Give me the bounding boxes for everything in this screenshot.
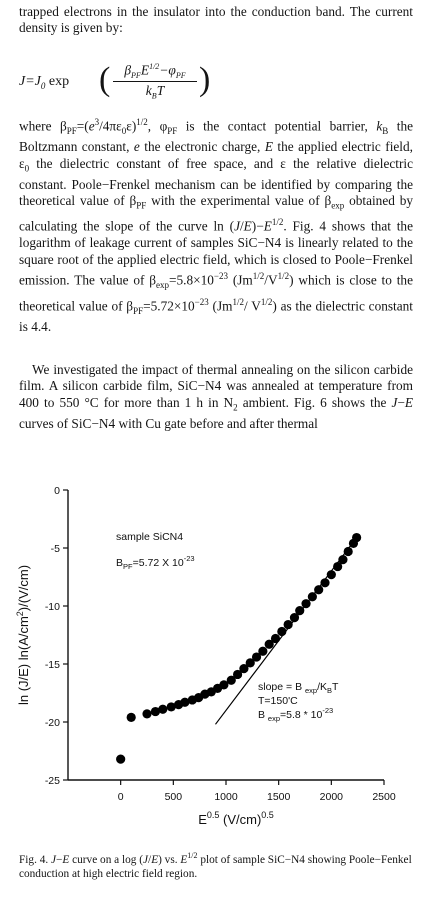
fraction-bar [113,81,197,82]
x-axis-label: $E^{0.5}$ $(V/cm)^{0.5}$ [198,810,274,827]
paragraph-2: We investigated the impact of thermal annealing on the silicon carbide film. A silicon carbide film, SiC−N4 was annealed at temperature from 400 to 550 °C for more than 1 h in $N_2$ ambient. Fig. 6 shows the J−E curves of SiC−N4 with Cu gate before and after thermal [19,362,414,431]
chart-labels [15,531,339,827]
x-tick-label: 1000 [214,791,238,803]
paren-left: ( [99,61,111,98]
equation-lhs: $J=J_0$ exp [19,74,70,91]
data-point [258,647,267,656]
data-point [295,606,304,615]
annotation-temp: T=150'C [258,695,298,707]
x-tick-label: 2000 [319,791,344,803]
paragraph-1: where $\beta_{PF}=(e^3/4\pi\varepsilon_0\varepsilon)^{1/2}$, $\varphi_{PF}$ is the contact potential barrier, $k_B$ the Boltzmann constant, e the electronic charge, E the applied electric field, $\varepsilon_0$ the dielectric constant of free space, and ε the relative dielectric constant. Poole−Frenkel mechanism can be identified by comparing the theoretical value of $\beta_{PF}$ with the experimental value of $\beta_{exp}$ obtained by calculating the slope of the curve $\ln (J/E)-E^{1/2}$. Fig. 4 shows that the logarithm of leakage current of samples SiC−N4 is linearly related to the square root of the applied electric field, which is closed to Poole−Frenkel emission. The value of $\beta_{exp}=5.8\times 10^{-23}$ $(Jm^{1/2}/V^{1/2})$ which is close to the theoretical value of $\beta_{PF}=5.72\times 10^{-23}$ ($Jm^{1/2}/$ $V^{1/2}$) as the dielectric constant is 4.4. [19,117,414,335]
y-axis-label: ln (J/E) $\ln(A/cm^2)/(V/cm)$ [15,564,31,706]
figure-4-chart [0,478,438,838]
x-tick-label: 1500 [266,791,291,803]
data-point [116,755,125,764]
y-tick-label: -25 [44,775,60,787]
annotation-bexp: B $_{exp}=5.8 * 10^{-23}$ [258,706,334,723]
equation-denominator: $k_BT$ [145,83,165,101]
data-point [271,634,280,643]
x-tick-label: 2500 [372,791,396,803]
annotation-slope: slope = B $_{exp}/K_BT$ [258,681,339,695]
figure-caption: Fig. 4. J−E curve on a log (J/E) vs. $E^{1/2}$ plot of sample SiC−N4 showing Poole−Fenkel conduction at high electric field region. [19,851,412,880]
annotation-bpf: $B_{PF}=5.72$ X $10^{-23}$ [116,554,195,571]
y-tick-label: -5 [50,543,60,555]
body-text-top: trapped electrons in the insulator into the conduction band. The current density is given by: [19,4,413,36]
y-tick-label: -20 [44,717,60,729]
paren-right: ) [199,61,211,98]
data-point [127,713,136,722]
y-tick-label: -15 [44,659,60,671]
y-tick-label: 0 [54,485,60,497]
chart-ticks [45,485,396,803]
x-tick-label: 500 [164,791,183,803]
x-tick-label: 0 [117,791,124,803]
equation-numerator: $\beta_{PF}E^{1/2}-\varphi_{PF}$ [124,62,186,81]
data-point [158,705,167,714]
data-point [142,709,151,718]
annotation-sample: sample SiCN4 [116,531,184,543]
y-tick-label: -10 [44,601,60,613]
